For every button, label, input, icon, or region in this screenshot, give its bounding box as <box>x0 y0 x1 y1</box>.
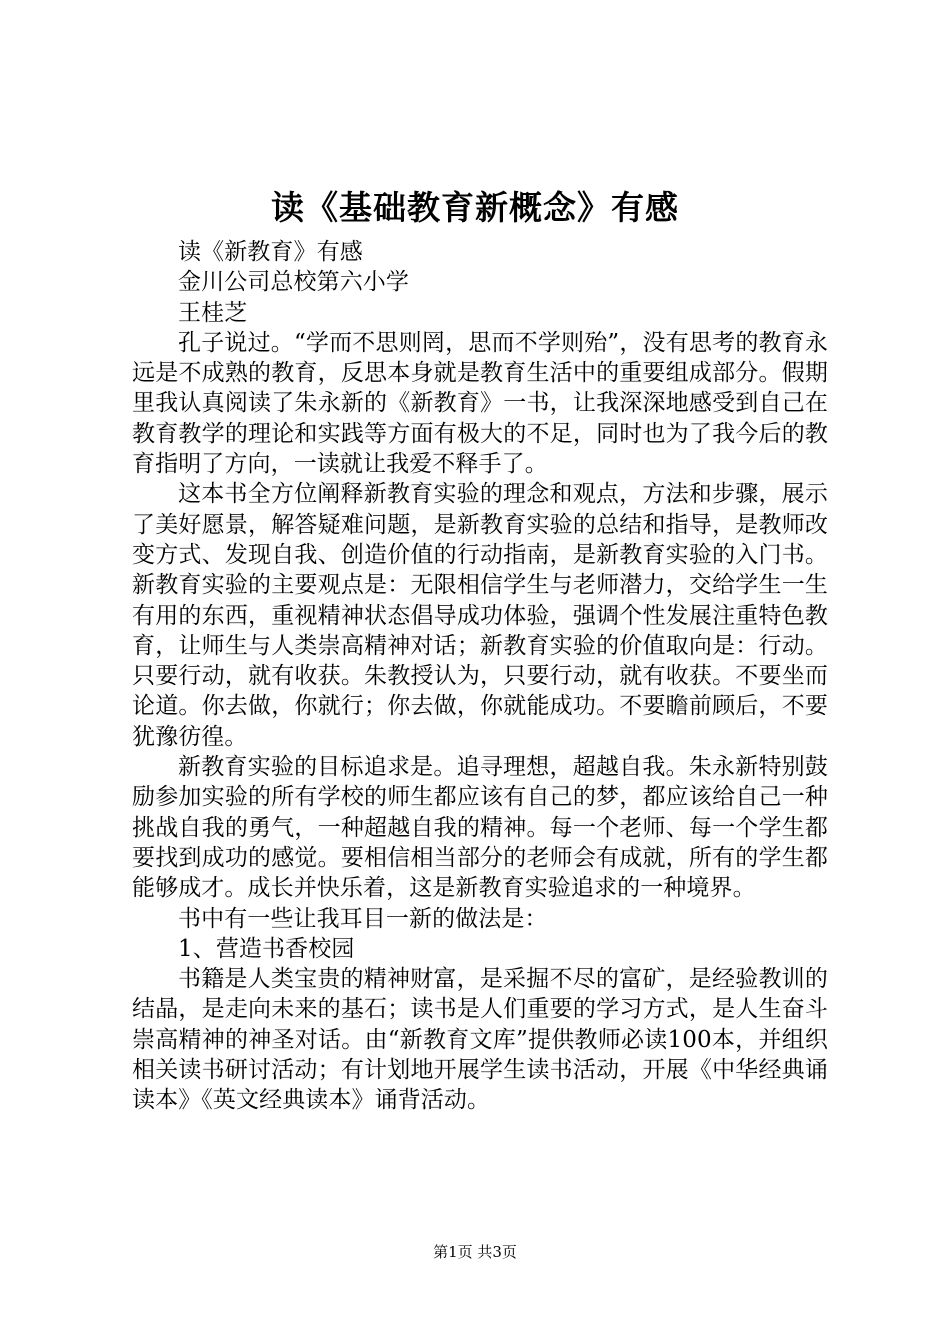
body-paragraph: 孔子说过。“学而不思则罔，思而不学则殆”，没有思考的教育永远是不成熟的教育，反思本身就是教育生活中的重要组成部分。假期里我认真阅读了朱永新的《新教育》一书，让我深深地感受到自己在教育教学的理论和实践等方面有极大的不足，同时也为了我今后的教育指明了方向，一读就让我爱不释手了。 <box>132 329 828 478</box>
body-paragraph: 书籍是人类宝贵的精神财富，是采掘不尽的富矿，是经验教训的结晶，是走向未来的基石；读书是人们重要的学习方式，是人生奋斗崇高精神的神圣对话。由“新教育文库”提供教师必读100本，并组织相关读书研讨活动；有计划地开展学生读书活动，开展《中华经典诵读本》《英文经典读本》诵背活动。 <box>132 966 828 1114</box>
document-body <box>132 237 828 1116</box>
page-footer: 第1页 共3页 <box>433 1243 517 1261</box>
body-paragraph: 这本书全方位阐释新教育实验的理念和观点，方法和步骤，展示了美好愿景，解答疑难问题，是新教育实验的总结和指导，是教师改变方式、发现自我、创造价值的行动指南，是新教育实验的入门书。新教育实验的主要观点是：无限相信学生与老师潜力，交给学生一生有用的东西，重视精神状态倡导成功体验，强调个性发展注重特色教育，让师生与人类崇高精神对话；新教育实验的价值取向是：行动。只要行动，就有收获。朱教授认为，只要行动，就有收获。不要坐而论道。你去做，你就行；你去做，你就能成功。不要瞻前顾后，不要犹豫彷徨。 <box>132 481 828 750</box>
section-heading: 1、营造书香校园 <box>178 935 355 962</box>
body-paragraph: 新教育实验的目标追求是。追寻理想，超越自我。朱永新特别鼓励参加实验的所有学校的师生都应该有自己的梦，都应该给自己一种挑战自我的勇气，一种超越自我的精神。每一个老师、每一个学生都要找到成功的感觉。要相信相当部分的老师会有成就，所有的学生都能够成才。成长并快乐着，这是新教育实验追求的一种境界。 <box>132 754 828 902</box>
document-title: 读《基础教育新概念》有感 <box>271 188 679 227</box>
body-paragraph: 书中有一些让我耳目一新的做法是： <box>178 905 548 932</box>
author-school: 金川公司总校第六小学 <box>178 269 409 296</box>
author-name: 王桂芝 <box>178 299 248 326</box>
essay-subtitle: 读《新教育》有感 <box>178 239 363 265</box>
